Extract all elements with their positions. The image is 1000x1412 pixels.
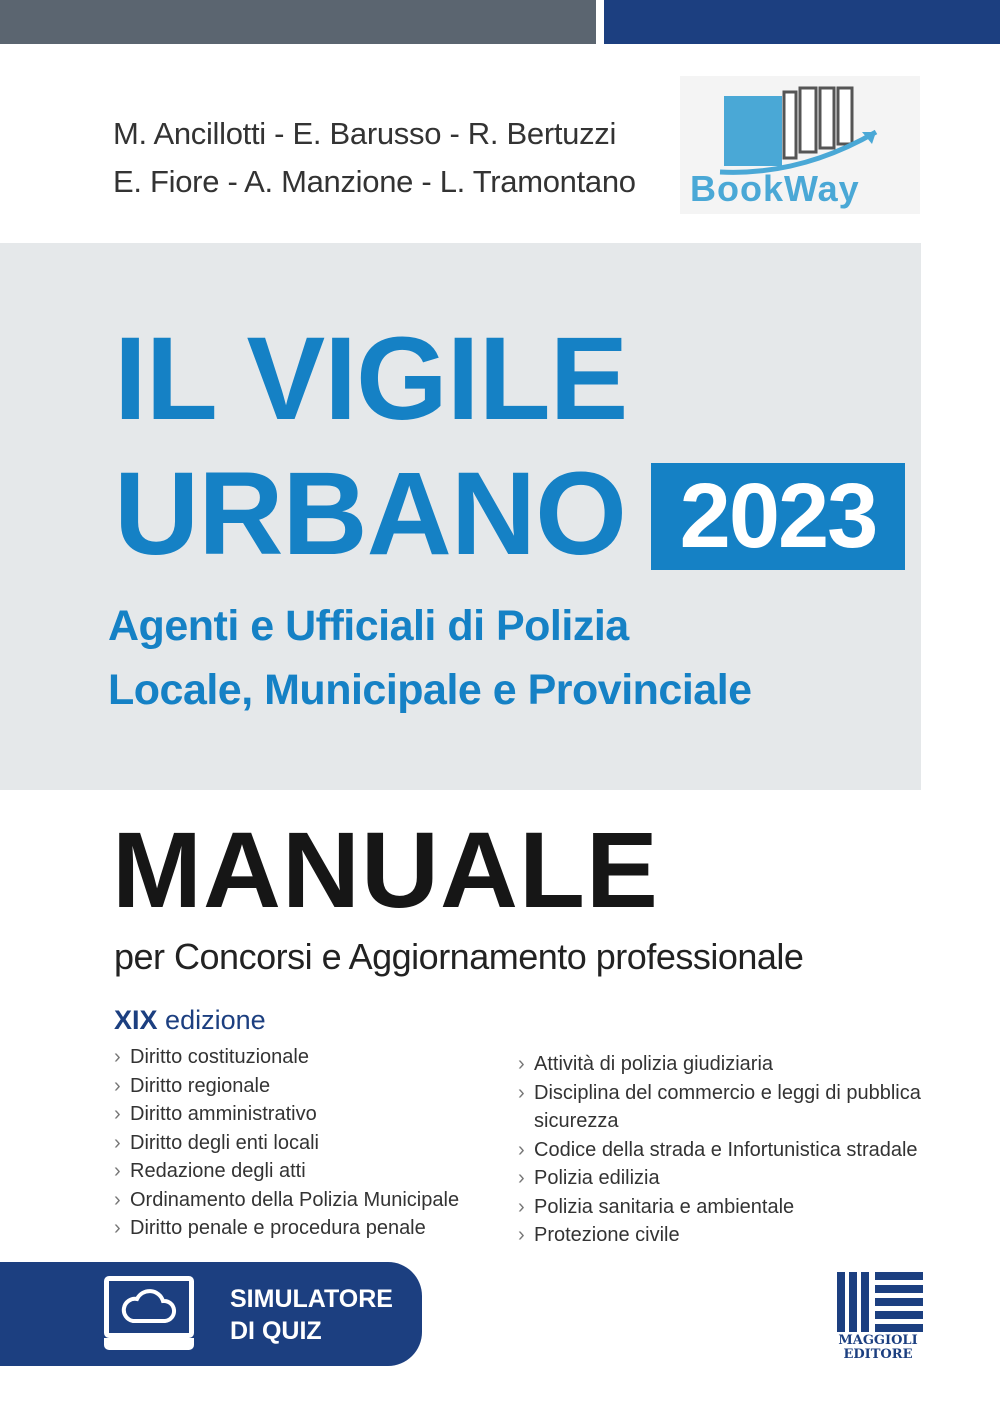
manuale-title: MANUALE bbox=[112, 809, 659, 930]
authors-line-1: M. Ancillotti - E. Barusso - R. Bertuzzi bbox=[113, 116, 617, 151]
list-item: › Diritto regionale bbox=[114, 1072, 494, 1101]
simulator-label bbox=[230, 1283, 393, 1347]
maggioli-logo-icon bbox=[837, 1272, 923, 1332]
list-item: › Codice della strada e Infortunistica stradale bbox=[518, 1136, 928, 1165]
authors bbox=[113, 110, 636, 206]
list-item: › Diritto degli enti locali bbox=[114, 1129, 494, 1158]
monitor-icon bbox=[104, 1276, 194, 1338]
list-item: › Diritto penale e procedura penale bbox=[114, 1214, 494, 1243]
authors-line-2: E. Fiore - A. Manzione - L. Tramontano bbox=[113, 164, 636, 199]
top-bar-grey bbox=[0, 0, 596, 44]
edition-number: XIX bbox=[114, 1005, 158, 1035]
topics-right bbox=[518, 1050, 928, 1250]
edition-label bbox=[114, 1002, 266, 1038]
topics-left bbox=[114, 1043, 494, 1243]
title-line-1: IL VIGILE bbox=[114, 313, 628, 445]
list-item: › Polizia edilizia bbox=[518, 1164, 928, 1193]
subtitle-line-1: Agenti e Ufficiali di Polizia bbox=[108, 602, 629, 650]
title-line-2: URBANO bbox=[114, 448, 626, 580]
list-item: › Protezione civile bbox=[518, 1221, 928, 1250]
publisher-name bbox=[822, 1334, 934, 1362]
list-item: › Diritto amministrativo bbox=[114, 1100, 494, 1129]
top-bar-navy bbox=[604, 0, 1000, 44]
publisher-line-2: EDITORE bbox=[843, 1347, 913, 1362]
cloud-icon bbox=[109, 1281, 189, 1333]
list-item: › Redazione degli atti bbox=[114, 1157, 494, 1186]
year-badge: 2023 bbox=[651, 463, 905, 570]
subtitle-line-2: Locale, Municipale e Provinciale bbox=[108, 666, 752, 714]
bookway-logo-text: BookWay bbox=[690, 168, 860, 209]
edition-word: edizione bbox=[165, 1005, 266, 1035]
list-item: › Ordinamento della Polizia Municipale bbox=[114, 1186, 494, 1215]
list-item: › Diritto costituzionale bbox=[114, 1043, 494, 1072]
simulator-line-2: DI QUIZ bbox=[230, 1317, 322, 1345]
monitor-base bbox=[104, 1338, 194, 1350]
list-item: › Polizia sanitaria e ambientale bbox=[518, 1193, 928, 1222]
simulator-line-1: SIMULATORE bbox=[230, 1285, 393, 1313]
list-item-continuation: sicurezza bbox=[534, 1110, 619, 1132]
list-item: › Attività di polizia giudiziaria bbox=[518, 1050, 928, 1079]
manuale-subtitle: per Concorsi e Aggiornamento professionale bbox=[114, 936, 804, 977]
list-item: › Disciplina del commercio e leggi di pubblica bbox=[518, 1079, 928, 1108]
publisher-line-1: MAGGIOLI bbox=[838, 1333, 918, 1348]
